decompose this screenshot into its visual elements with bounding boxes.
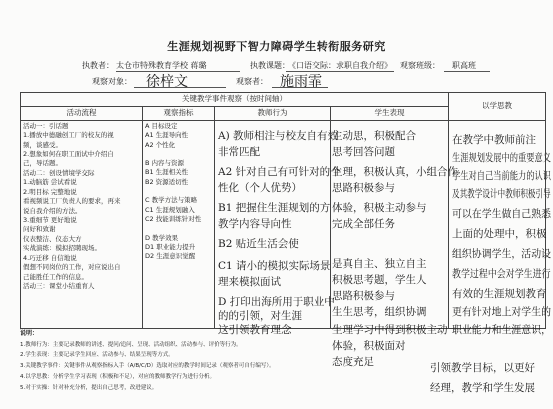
handwriting-line: 态度充足 (332, 356, 374, 368)
handwriting-line: 学生对自己当前能力的认识 (452, 170, 552, 182)
handwriting-line: 经理，教学和学生发展 (430, 382, 535, 394)
flow-line: 假想不同岗位的工作，对应说出自 (23, 263, 121, 272)
handwriting-line: D 打印出海所用于职业中 (218, 296, 335, 308)
indicator-line: D2 生涯意识觉醒 (145, 252, 196, 261)
reflection-header: 以学思教 (449, 93, 546, 121)
topic-value: 《口语交际：求职自我介绍》 (288, 61, 392, 70)
flow-line: 1.播放中德融创工厂的校友的视 (23, 131, 114, 140)
flow-cell (21, 120, 143, 328)
indicator-line (145, 187, 212, 196)
handwriting-line: 体验，积极主动参与 (332, 202, 427, 214)
handwriting-line: 更有针对地上对学生的 (452, 306, 552, 318)
observer-label: 观察者： (236, 77, 268, 86)
topic-label: 执教课题： (250, 61, 290, 70)
indicator-line: A1 生涯导向性 (145, 131, 189, 140)
handwriting-line: 的的引领，对生涯 (218, 310, 302, 322)
handwriting-line: 这引领教育理念 (218, 324, 292, 336)
handwriting-line: 非常匹配 (218, 146, 260, 158)
handwriting-line: 教学过程中会对学生进行 (452, 268, 551, 280)
indicator-line: B 内容与资源 (145, 159, 185, 168)
flow-line: 仪表整洁、仪态大方 (23, 234, 82, 243)
handwriting-line: 及其教学设计中教师积极引导 (452, 188, 551, 200)
flow-line: 4.巧迁移 自信地说 (23, 253, 77, 262)
flow-line: 看视频说工厂负责人的要求，再来 (23, 197, 121, 206)
handwriting-line: B1 把握住生涯规划的方 (218, 202, 331, 214)
handwriting-line: 引领教学目标，以更好 (430, 362, 535, 374)
flow-line: 说自我介绍的方法。 (23, 206, 82, 215)
indicator-line: A2 个性化 (145, 140, 176, 149)
handwriting-line: 完成全部任务 (332, 218, 395, 230)
flow-line: 己，导话题。 (23, 159, 62, 168)
indicator-line (145, 150, 212, 159)
handwriting-line: 性化（个人优势） (218, 182, 302, 194)
handwriting-line: 是真自主、独立自主 (332, 258, 427, 270)
note-line: 1.教师行为：主要记录教师的讲述、提问/追问、呈现、活动组织、活动参与、评价等行为。 (20, 341, 242, 348)
handwriting-line: 思路积极参与 (332, 290, 395, 302)
handwriting-line: 可以在学生做自己熟悉 (452, 208, 552, 220)
observer-value: 施雨霏 (280, 74, 322, 90)
executor-value: 太仓市特殊教育学校 蒋璐 (116, 61, 207, 70)
handwriting-line: 教学内容导向性 (218, 218, 292, 230)
handwriting-line: 体验，积极面对 (332, 340, 406, 352)
class-label: 观察班级： (400, 61, 440, 70)
target-underline (134, 87, 226, 88)
indicator-cell (143, 120, 215, 328)
flow-line: 实战演练：模拟招聘现场。 (23, 244, 101, 253)
handwriting-line: 生生思考，组织协调 (332, 306, 427, 318)
handwriting-line: B2 贴近生活会使 (218, 238, 299, 250)
flow-header: 活动流程 (21, 106, 143, 120)
handwriting-line: 上面的处理中，积极 (452, 228, 547, 240)
handwriting-line: 组织协调学生，活动设 (452, 248, 552, 260)
class-underline (444, 71, 490, 72)
executor-label: 执教者： (82, 61, 114, 70)
event-header: 关键教学事件观察（按时间轴） (21, 93, 449, 107)
handwriting-line: 理来模拟面试 (218, 276, 281, 288)
flow-line: 己能胜任工作的信息。 (23, 272, 88, 281)
teacher-header: 教师行为 (215, 106, 331, 120)
handwriting-line: 主动思，积极配合 (332, 130, 416, 142)
indicator-line: B1 生涯相关性 (145, 168, 189, 177)
page-title: 生涯规划视野下智力障碍学生转衔服务研究 (167, 40, 386, 53)
handwriting-line: A) 教师相注与校友自有效 (218, 130, 339, 142)
flow-line: 活动二：创设情境学交际 (23, 168, 95, 177)
note-line: 5.对于实操：针对补充分析，提出自己思考，改进建议。 (20, 384, 158, 391)
target-label: 观察对象： (92, 77, 132, 86)
indicator-line: C 教学方法与策略 (145, 196, 198, 205)
indicator-line: C2 找能训练针对性 (145, 215, 202, 224)
handwriting-line: 思考回答问题 (332, 146, 395, 158)
handwriting-line: 思路积极参与 (332, 182, 395, 194)
handwriting-line: 有效的生涯规划教育 (452, 288, 547, 300)
student-header: 学生表现 (331, 106, 449, 120)
flow-line: 2.明目标 完整地说 (23, 187, 77, 196)
indicator-line: D1 职业能力提升 (145, 242, 196, 251)
flow-line: 1.动脑筋 尝试看说 (23, 178, 77, 187)
handwriting-line: C1 请小的模拟实际场景 (218, 260, 331, 272)
handwriting-line: A2 针对自己有可针对的个 (218, 166, 341, 178)
class-value: 职高班 (452, 61, 476, 70)
note-line: 3.关键教学事件：关键事件从观察指标入手（A/B/C/D）选取对应的教学时间记录（观察者可自行编写）。 (20, 363, 275, 370)
flow-line: 活动三：课堂小结重育人 (23, 281, 95, 290)
handwriting-line: 职业能力和生涯意识， (452, 324, 552, 336)
flow-line: 2.想象如何在职工面试中介绍自 (23, 150, 114, 159)
handwriting-line: 生涯规划发展中的重要意义 (452, 152, 552, 164)
handwriting-line: 生理，积极认真，小组合作 (332, 166, 458, 178)
indicator-line: D 教学效果 (145, 233, 179, 242)
indicator-line: B2 资源适切性 (145, 177, 189, 186)
note-line: 4.以学思教：分析学生学习表现（积极和不足），对应的教师教学行为进行分析。 (20, 373, 216, 380)
notes (20, 328, 320, 393)
indicator-line (145, 225, 212, 234)
note-line: 2.学生表现：主要记录学生回应、活动参与、结果呈现等方式。 (20, 352, 174, 359)
flow-line: 频，谈感受。 (23, 140, 62, 149)
handwriting-line: 生理学习中得到积极主动 (332, 324, 448, 336)
indicator-header: 观察指标 (143, 106, 215, 120)
observer-underline (272, 87, 328, 88)
handwriting-line: 在教学中教师前注 (452, 134, 536, 146)
flow-line: 问好和致谢 (23, 225, 56, 234)
flow-line: 3.重细节 更好地说 (23, 215, 77, 224)
indicator-line: A 目标设定 (145, 121, 178, 130)
target-value: 徐梓文 (146, 74, 188, 90)
indicator-line: C1 生涯规划融入 (145, 205, 195, 214)
handwriting-line: 积极思考题，学生人 (332, 274, 427, 286)
flow-line: 活动一：引话题 (23, 121, 69, 130)
notes-label: 说明： (20, 330, 39, 337)
